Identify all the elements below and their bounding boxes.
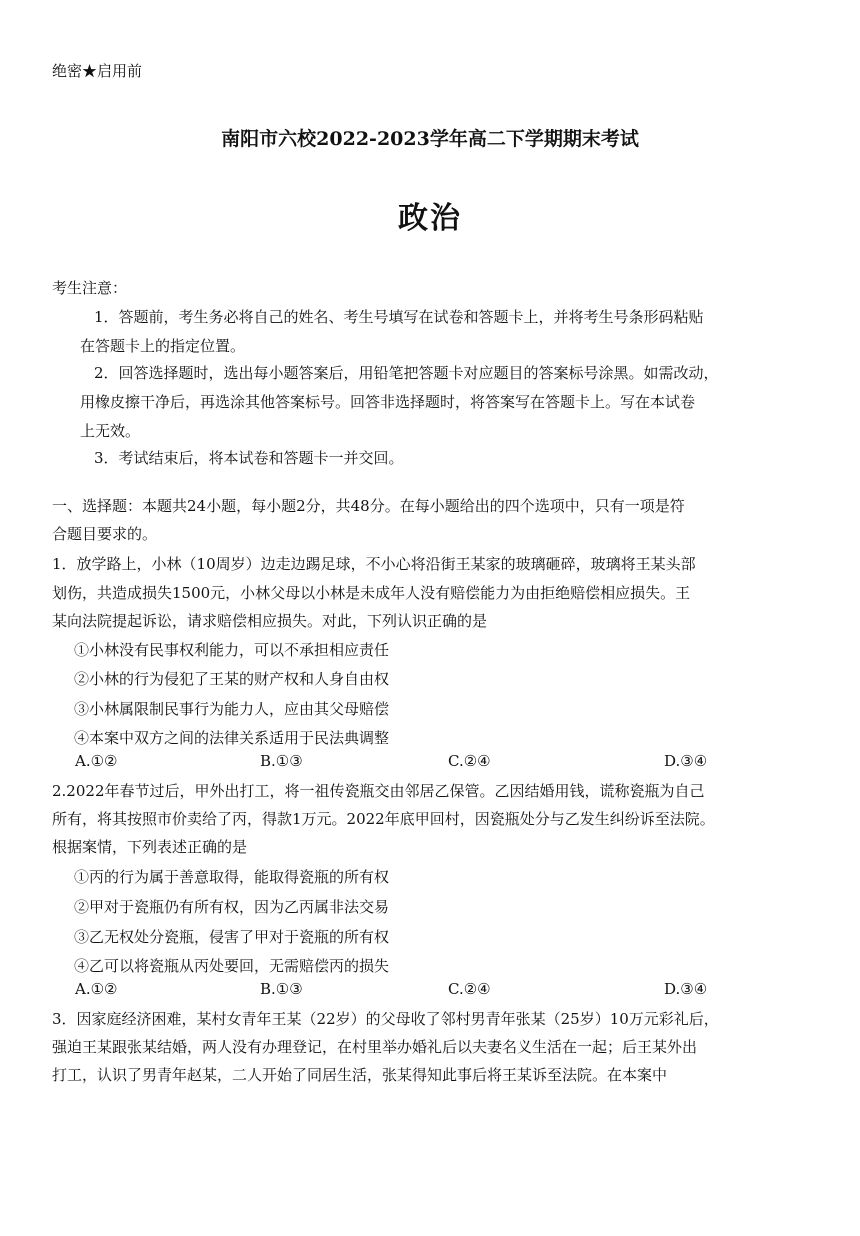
- answer-option-d: D.③④: [664, 752, 708, 770]
- answer-option-b: B.①③: [260, 980, 303, 998]
- answer-option-a: A.①②: [75, 980, 118, 998]
- question-item: ④乙可以将瓷瓶从丙处要回，无需赔偿丙的损失: [74, 957, 390, 975]
- answer-option-d: D.③④: [664, 980, 708, 998]
- subject-title: 政治: [398, 201, 462, 236]
- question-item: ④本案中双方之间的法律关系适用于民法典调整: [74, 729, 390, 747]
- answer-option-b: B.①③: [260, 752, 303, 770]
- notice-line: 2．回答选择题时，选出每小题答案后，用铅笔把答题卡对应题目的答案标号涂黑。如需改动，: [94, 364, 719, 382]
- question-item: ①丙的行为属于善意取得，能取得瓷瓶的所有权: [74, 868, 390, 886]
- question-item: ②小林的行为侵犯了王某的财产权和人身自由权: [74, 670, 390, 688]
- question-stem: 所有，将其按照市价卖给了丙，得款1万元。2022年底甲回村，因瓷瓶处分与乙发生纠纷诉至法院。: [52, 810, 715, 828]
- section-heading: 合题目要求的。: [52, 525, 158, 543]
- question-stem: 根据案情，下列表述正确的是: [52, 838, 248, 856]
- question-stem: 划伤，共造成损失1500元，小林父母以小林是未成年人没有赔偿能力为由拒绝赔偿相应损失。王: [52, 584, 691, 602]
- notice-line: 用橡皮擦干净后，再选涂其他答案标号。回答非选择题时，将答案写在答题卡上。写在本试卷: [80, 393, 696, 411]
- notice-line: 3．考试结束后，将本试卷和答题卡一并交回。: [94, 449, 404, 467]
- question-item: ①小林没有民事权利能力，可以不承担相应责任: [74, 641, 390, 659]
- confidential-mark: 绝密★启用前: [52, 62, 143, 80]
- answer-option-c: C.②④: [448, 752, 491, 770]
- exam-title: 南阳市六校2022-2023学年高二下学期期末考试: [221, 128, 639, 150]
- question-stem: 强迫王某跟张某结婚，两人没有办理登记，在村里举办婚礼后以夫妻名义生活在一起；后王某外出: [52, 1038, 698, 1056]
- notice-line: 1．答题前，考生务必将自己的姓名、考生号填写在试卷和答题卡上，并将考生号条形码粘贴: [94, 308, 704, 326]
- question-stem: 打工，认识了男青年赵某，二人开始了同居生活，张某得知此事后将王某诉至法院。在本案中: [52, 1066, 668, 1084]
- notice-heading: 考生注意：: [52, 279, 128, 297]
- question-stem: 3．因家庭经济困难，某村女青年王某（22岁）的父母收了邻村男青年张某（25岁）10万元彩礼后，: [52, 1010, 719, 1028]
- section-heading: 一、选择题：本题共24小题，每小题2分，共48分。在每小题给出的四个选项中，只有一项是符: [52, 497, 685, 515]
- question-stem: 某向法院提起诉讼，请求赔偿相应损失。对此，下列认识正确的是: [52, 612, 488, 630]
- notice-line: 上无效。: [80, 422, 141, 440]
- question-stem: 1．放学路上，小林（10周岁）边走边踢足球，不小心将沿街王某家的玻璃砸碎，玻璃将王某头部: [52, 555, 696, 573]
- answer-option-a: A.①②: [75, 752, 118, 770]
- question-stem: 2.2022年春节过后，甲外出打工，将一祖传瓷瓶交由邻居乙保管。乙因结婚用钱，谎称瓷瓶为自己: [52, 782, 705, 800]
- question-item: ③乙无权处分瓷瓶，侵害了甲对于瓷瓶的所有权: [74, 928, 390, 946]
- notice-line: 在答题卡上的指定位置。: [80, 337, 246, 355]
- question-item: ③小林属限制民事行为能力人，应由其父母赔偿: [74, 700, 390, 718]
- answer-option-c: C.②④: [448, 980, 491, 998]
- question-item: ②甲对于瓷瓶仍有所有权，因为乙丙属非法交易: [74, 898, 390, 916]
